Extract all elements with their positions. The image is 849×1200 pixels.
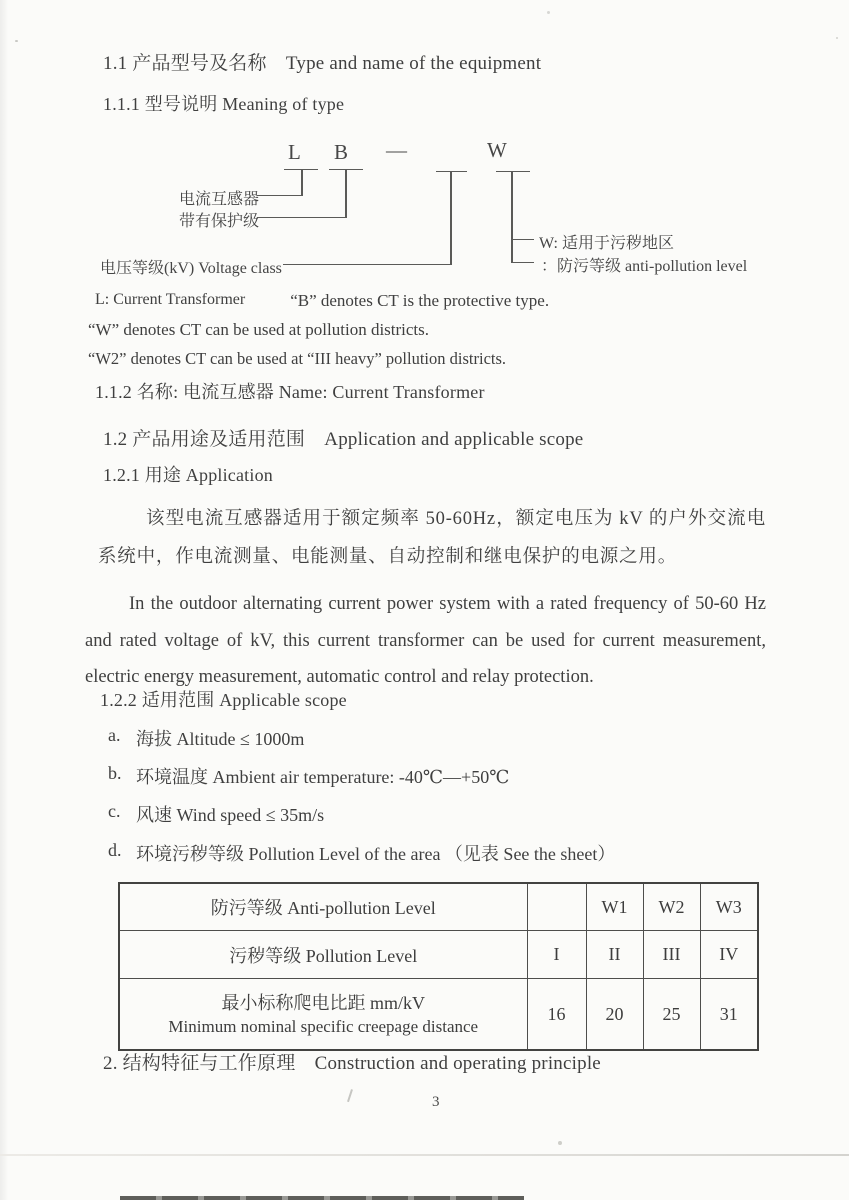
note-l-meaning: L: Current Transformer xyxy=(95,291,246,308)
row-label: 防污等级 Anti-pollution Level xyxy=(119,883,527,931)
connector-vline-w xyxy=(511,171,513,263)
connector-hline-current-transformer xyxy=(257,195,302,196)
type-designation-diagram xyxy=(0,138,849,288)
row-label: 污秽等级 Pollution Level xyxy=(119,931,527,979)
heading-1-1-1: 1.1.1 型号说明 Meaning of type xyxy=(103,94,345,114)
scope-item-pollution-level xyxy=(108,840,615,866)
scope-item-wind-speed xyxy=(108,801,324,827)
cell-value: 25 xyxy=(643,979,700,1051)
diagram-label-protective-class: 带有保护级 xyxy=(179,213,260,230)
cell-value: III xyxy=(643,931,700,979)
diagram-label-voltage-class: 电压等级(kV) Voltage class xyxy=(100,260,282,277)
cell-value: I xyxy=(527,931,586,979)
note-b-meaning: “B” denotes CT is the protective type. xyxy=(290,291,550,310)
note-w-meaning: “W” denotes CT can be used at pollution districts. xyxy=(88,320,430,339)
diagram-label-anti-pollution: ：防污等级 anti-pollution level xyxy=(541,258,748,275)
connector-vline-b xyxy=(345,169,347,218)
row-label-zh: 最小标称爬电比距 mm/kV xyxy=(221,993,425,1014)
diagram-letter-w: W xyxy=(487,138,507,162)
scope-item-text: 海拔 Altitude ≤ 1000m xyxy=(136,729,305,749)
scope-item-key: b. xyxy=(108,763,122,783)
underline-w xyxy=(496,171,530,172)
heading-1-2-1: 1.2.1 用途 Application xyxy=(103,465,273,485)
heading-1-1-2: 1.1.2 名称: 电流互感器 Name: Current Transformer xyxy=(95,382,485,402)
scope-item-text: 环境污秽等级 Pollution Level of the area （见表 See the sheet） xyxy=(136,844,616,864)
note-w2-meaning: “W2” denotes CT can be used at “III heavy” pollution districts. xyxy=(88,349,507,368)
scope-item-temperature xyxy=(108,763,509,789)
connector-vline-l xyxy=(301,169,303,196)
scope-item-key: c. xyxy=(108,801,121,821)
pollution-level-table xyxy=(118,882,759,1051)
diagram-dash: — xyxy=(386,138,407,162)
scan-artifact-bar xyxy=(120,1196,524,1200)
application-paragraph-en: In the outdoor alternating current power system with a rated frequency of 50-60 Hz and rated voltage of kV, this current transformer can be used for current measurement, electric energy measurement, automatic control and relay protection. xyxy=(85,594,766,687)
diagram-letter-l: L xyxy=(288,140,301,164)
cell-value: W3 xyxy=(700,883,758,931)
row-label xyxy=(119,979,527,1051)
scope-item-altitude xyxy=(108,725,304,751)
connector-vline-voltage xyxy=(450,171,452,265)
scope-item-key: d. xyxy=(108,840,122,860)
diagram-label-current-transformer: 电流互感器 xyxy=(179,191,260,208)
cell-value: II xyxy=(586,931,643,979)
connector-hline-anti-pollution xyxy=(511,262,534,263)
scan-speck xyxy=(558,1141,562,1145)
scan-crease-line xyxy=(0,1154,849,1156)
scan-speck xyxy=(547,11,550,14)
row-label-en: Minimum nominal specific creepage distance xyxy=(168,1016,479,1036)
heading-1-2-2: 1.2.2 适用范围 Applicable scope xyxy=(100,690,347,710)
diagram-label-w-note: W: 适用于污秽地区 xyxy=(539,235,674,252)
cell-value xyxy=(527,883,586,931)
scan-slash-mark xyxy=(347,1089,352,1102)
cell-value: 16 xyxy=(527,979,586,1051)
cell-value: IV xyxy=(700,931,758,979)
cell-value: W2 xyxy=(643,883,700,931)
page-number: 3 xyxy=(432,1094,440,1110)
connector-hline-protective-class xyxy=(257,217,346,218)
scan-speck xyxy=(15,40,18,42)
cell-value: 20 xyxy=(586,979,643,1051)
connector-hline-voltage-class xyxy=(283,264,451,265)
note-l-and-b xyxy=(95,291,549,311)
application-paragraph-zh: 该型电流互感器适用于额定频率 50-60Hz，额定电压为 kV 的户外交流电系统中，作电流测量、电能测量、自动控制和继电保护的电源之用。 xyxy=(98,509,766,567)
heading-2: 2. 结构特征与工作原理 Construction and operating principle xyxy=(103,1053,601,1074)
heading-1-2: 1.2 产品用途及适用范围 Application and applicable scope xyxy=(103,429,584,450)
scope-item-key: a. xyxy=(108,725,121,745)
cell-value: 31 xyxy=(700,979,758,1051)
scope-item-text: 环境温度 Ambient air temperature: -40℃—+50℃ xyxy=(136,767,510,787)
table-row-pollution-level xyxy=(119,931,758,979)
diagram-letter-b: B xyxy=(334,140,349,164)
table-row-creepage-distance xyxy=(119,979,758,1051)
table-row-anti-pollution xyxy=(119,883,758,931)
connector-hline-w-note xyxy=(511,239,534,240)
cell-value: W1 xyxy=(586,883,643,931)
scope-item-text: 风速 Wind speed ≤ 35m/s xyxy=(136,805,325,825)
heading-1-1: 1.1 产品型号及名称 Type and name of the equipment xyxy=(103,53,542,74)
scan-speck xyxy=(836,37,838,39)
